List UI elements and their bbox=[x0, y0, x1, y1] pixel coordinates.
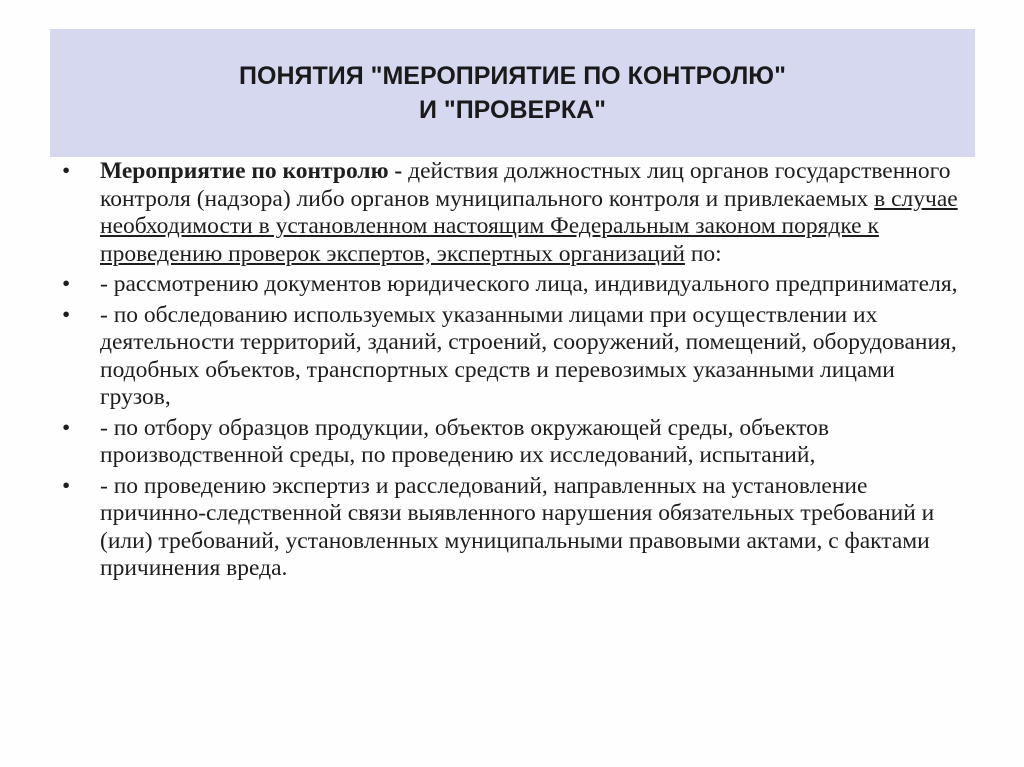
bullet-list bbox=[62, 158, 962, 583]
bullet-icon: • bbox=[62, 271, 71, 297]
term-label: Мероприятие по контролю - bbox=[100, 158, 403, 184]
slide-title-line-1: ПОНЯТИЯ "МЕРОПРИЯТИЕ ПО КОНТРОЛЮ" bbox=[239, 62, 786, 90]
bullet-text: - по проведению экспертиз и расследований, направленных на установление причинно-следственной связи выявленного нарушения обязательных требований и (или) требований, установленных муниципальными правовыми актами, с фактами причинения вреда. bbox=[100, 472, 935, 581]
bullet-text: - по отбору образцов продукции, объектов окружающей среды, объектов производственной среды, по проведению их исследований, испытаний, bbox=[100, 414, 830, 468]
definition-text: действия должностных лиц органов государственного контроля (надзора) либо органов муниципального контроля и привлекаемых bbox=[100, 158, 951, 212]
bullet-item-inspection bbox=[62, 302, 962, 412]
bullet-item-sampling bbox=[62, 415, 962, 470]
definition-underlined-text: в случае необходимости в установленном настоящим Федеральным законом порядке к проведению проверок экспертов, экспертных организаций bbox=[100, 185, 958, 267]
title-banner bbox=[50, 29, 975, 157]
bullet-icon: • bbox=[62, 414, 71, 441]
bullet-text: - по обследованию используемых указанными лицами при осуществлении их деятельности территорий, зданий, строений, сооружений, помещений, оборудования, подобных объектов, транспортных средств и перевозимых указанными лицами грузов, bbox=[100, 301, 957, 410]
bullet-icon: • bbox=[62, 158, 71, 184]
content-area bbox=[62, 158, 962, 586]
slide-title-line-2: И "ПРОВЕРКА" bbox=[418, 96, 607, 124]
bullet-item-expertise bbox=[62, 473, 962, 583]
bullet-icon: • bbox=[62, 301, 71, 328]
bullet-icon: • bbox=[62, 472, 71, 499]
definition-tail: по: bbox=[684, 240, 722, 267]
bullet-item-definition bbox=[62, 158, 962, 268]
bullet-item-documents bbox=[62, 271, 962, 299]
bullet-text: - рассмотрению документов юридического лица, индивидуального предпринимателя, bbox=[100, 271, 958, 297]
